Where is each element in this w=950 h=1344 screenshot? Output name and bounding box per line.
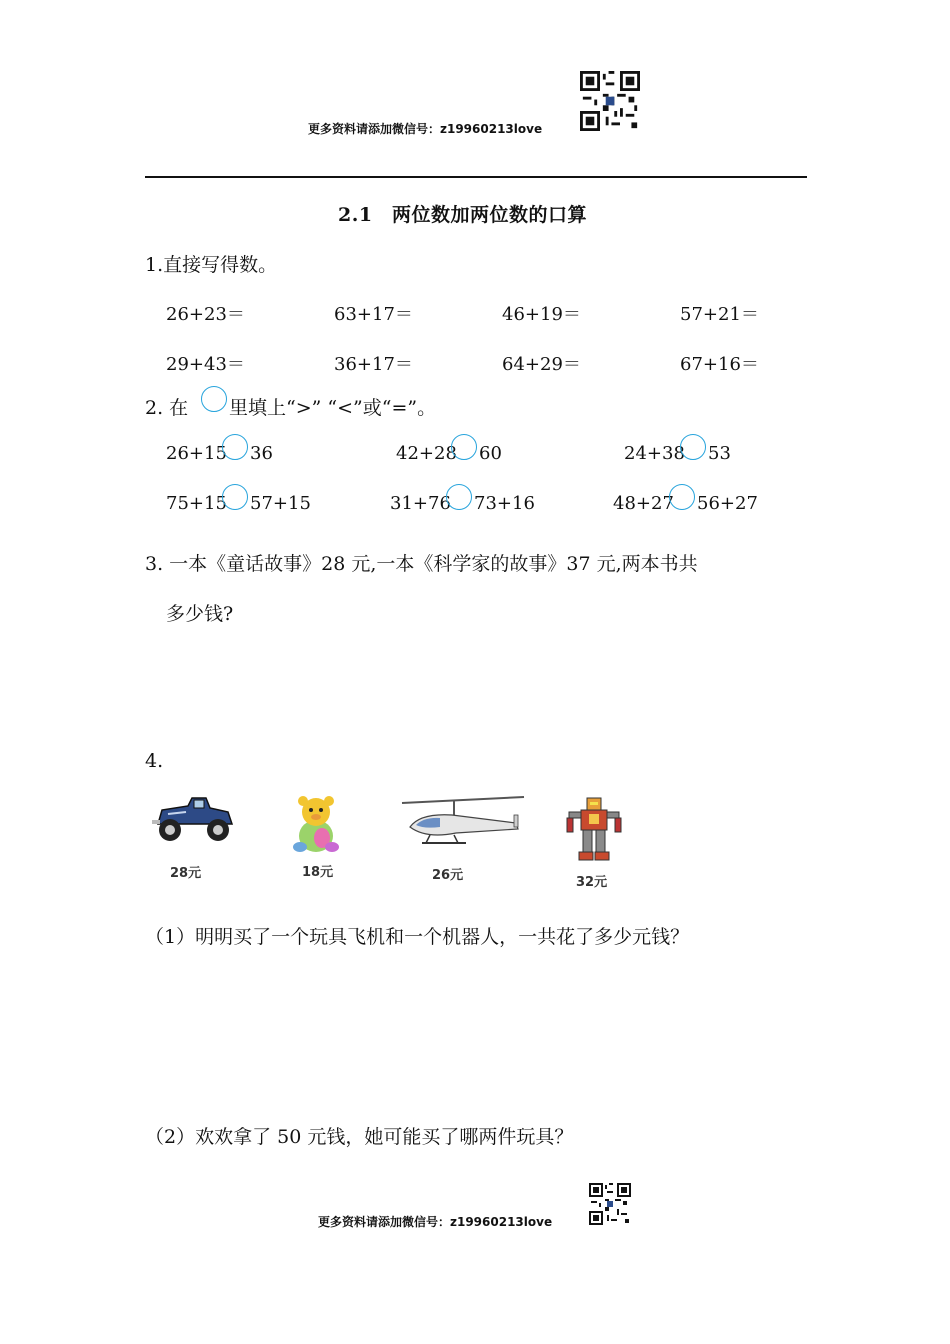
answer-circle-icon[interactable]: [222, 484, 248, 510]
toy-price: 32元: [576, 875, 608, 890]
q3-text-line1: 3. 一本《童话故事》28 元,一本《科学家的故事》37 元,两本书共: [145, 553, 698, 575]
q4-sub1: （1）明明买了一个玩具飞机和一个机器人，一共花了多少元钱？: [145, 926, 690, 948]
q1-item: 29+43＝: [166, 354, 245, 375]
q1-item: 46+19＝: [502, 304, 581, 325]
footer-wechat-note: 更多资料请添加微信号：z19960213love: [318, 1215, 553, 1229]
toy-helicopter-icon: [396, 793, 536, 859]
answer-circle-icon[interactable]: [451, 434, 477, 460]
answer-circle-icon: [201, 386, 227, 412]
toy-price: 28元: [170, 866, 202, 881]
compare-left: 48+27: [613, 493, 674, 514]
compare-right: 53: [708, 443, 731, 464]
compare-right: 36: [250, 443, 273, 464]
compare-right: 60: [479, 443, 502, 464]
q1-item: 36+17＝: [334, 354, 413, 375]
compare-right: 73+16: [474, 493, 535, 514]
qr-code-icon: [589, 1183, 631, 1225]
answer-circle-icon[interactable]: [446, 484, 472, 510]
compare-left: 42+28: [396, 443, 457, 464]
answer-circle-icon[interactable]: [680, 434, 706, 460]
answer-circle-icon[interactable]: [222, 434, 248, 460]
toy-car-icon: [148, 790, 238, 852]
compare-left: 75+15: [166, 493, 227, 514]
answer-circle-icon[interactable]: [669, 484, 695, 510]
q2-prompt-start: 2. 在: [145, 397, 189, 419]
compare-left: 24+38: [624, 443, 685, 464]
q1-prompt: 1.直接写得数。: [145, 254, 278, 276]
toy-robot-icon: [565, 796, 623, 868]
header-rule: [145, 176, 807, 178]
q1-item: 67+16＝: [680, 354, 759, 375]
qr-code-icon: [580, 71, 640, 131]
q1-item: 63+17＝: [334, 304, 413, 325]
compare-left: 26+15: [166, 443, 227, 464]
q1-item: 26+23＝: [166, 304, 245, 325]
q4-number: 4.: [145, 750, 164, 772]
q4-sub2: （2）欢欢拿了 50 元钱，她可能买了哪两件玩具？: [145, 1126, 574, 1148]
header-wechat-note: 更多资料请添加微信号：z19960213love: [308, 122, 543, 136]
q1-item: 64+29＝: [502, 354, 581, 375]
q2-prompt-end: 里填上“>” “<”或“=”。: [229, 397, 437, 419]
toy-price: 18元: [302, 865, 334, 880]
compare-left: 31+76: [390, 493, 451, 514]
q3-text-line2: 多少钱?: [166, 603, 234, 625]
page-title: 2.1 两位数加两位数的口算: [338, 204, 588, 226]
toy-price: 26元: [432, 868, 464, 883]
compare-right: 57+15: [250, 493, 311, 514]
compare-right: 56+27: [697, 493, 758, 514]
toy-bear-icon: [286, 792, 346, 858]
q1-item: 57+21＝: [680, 304, 759, 325]
